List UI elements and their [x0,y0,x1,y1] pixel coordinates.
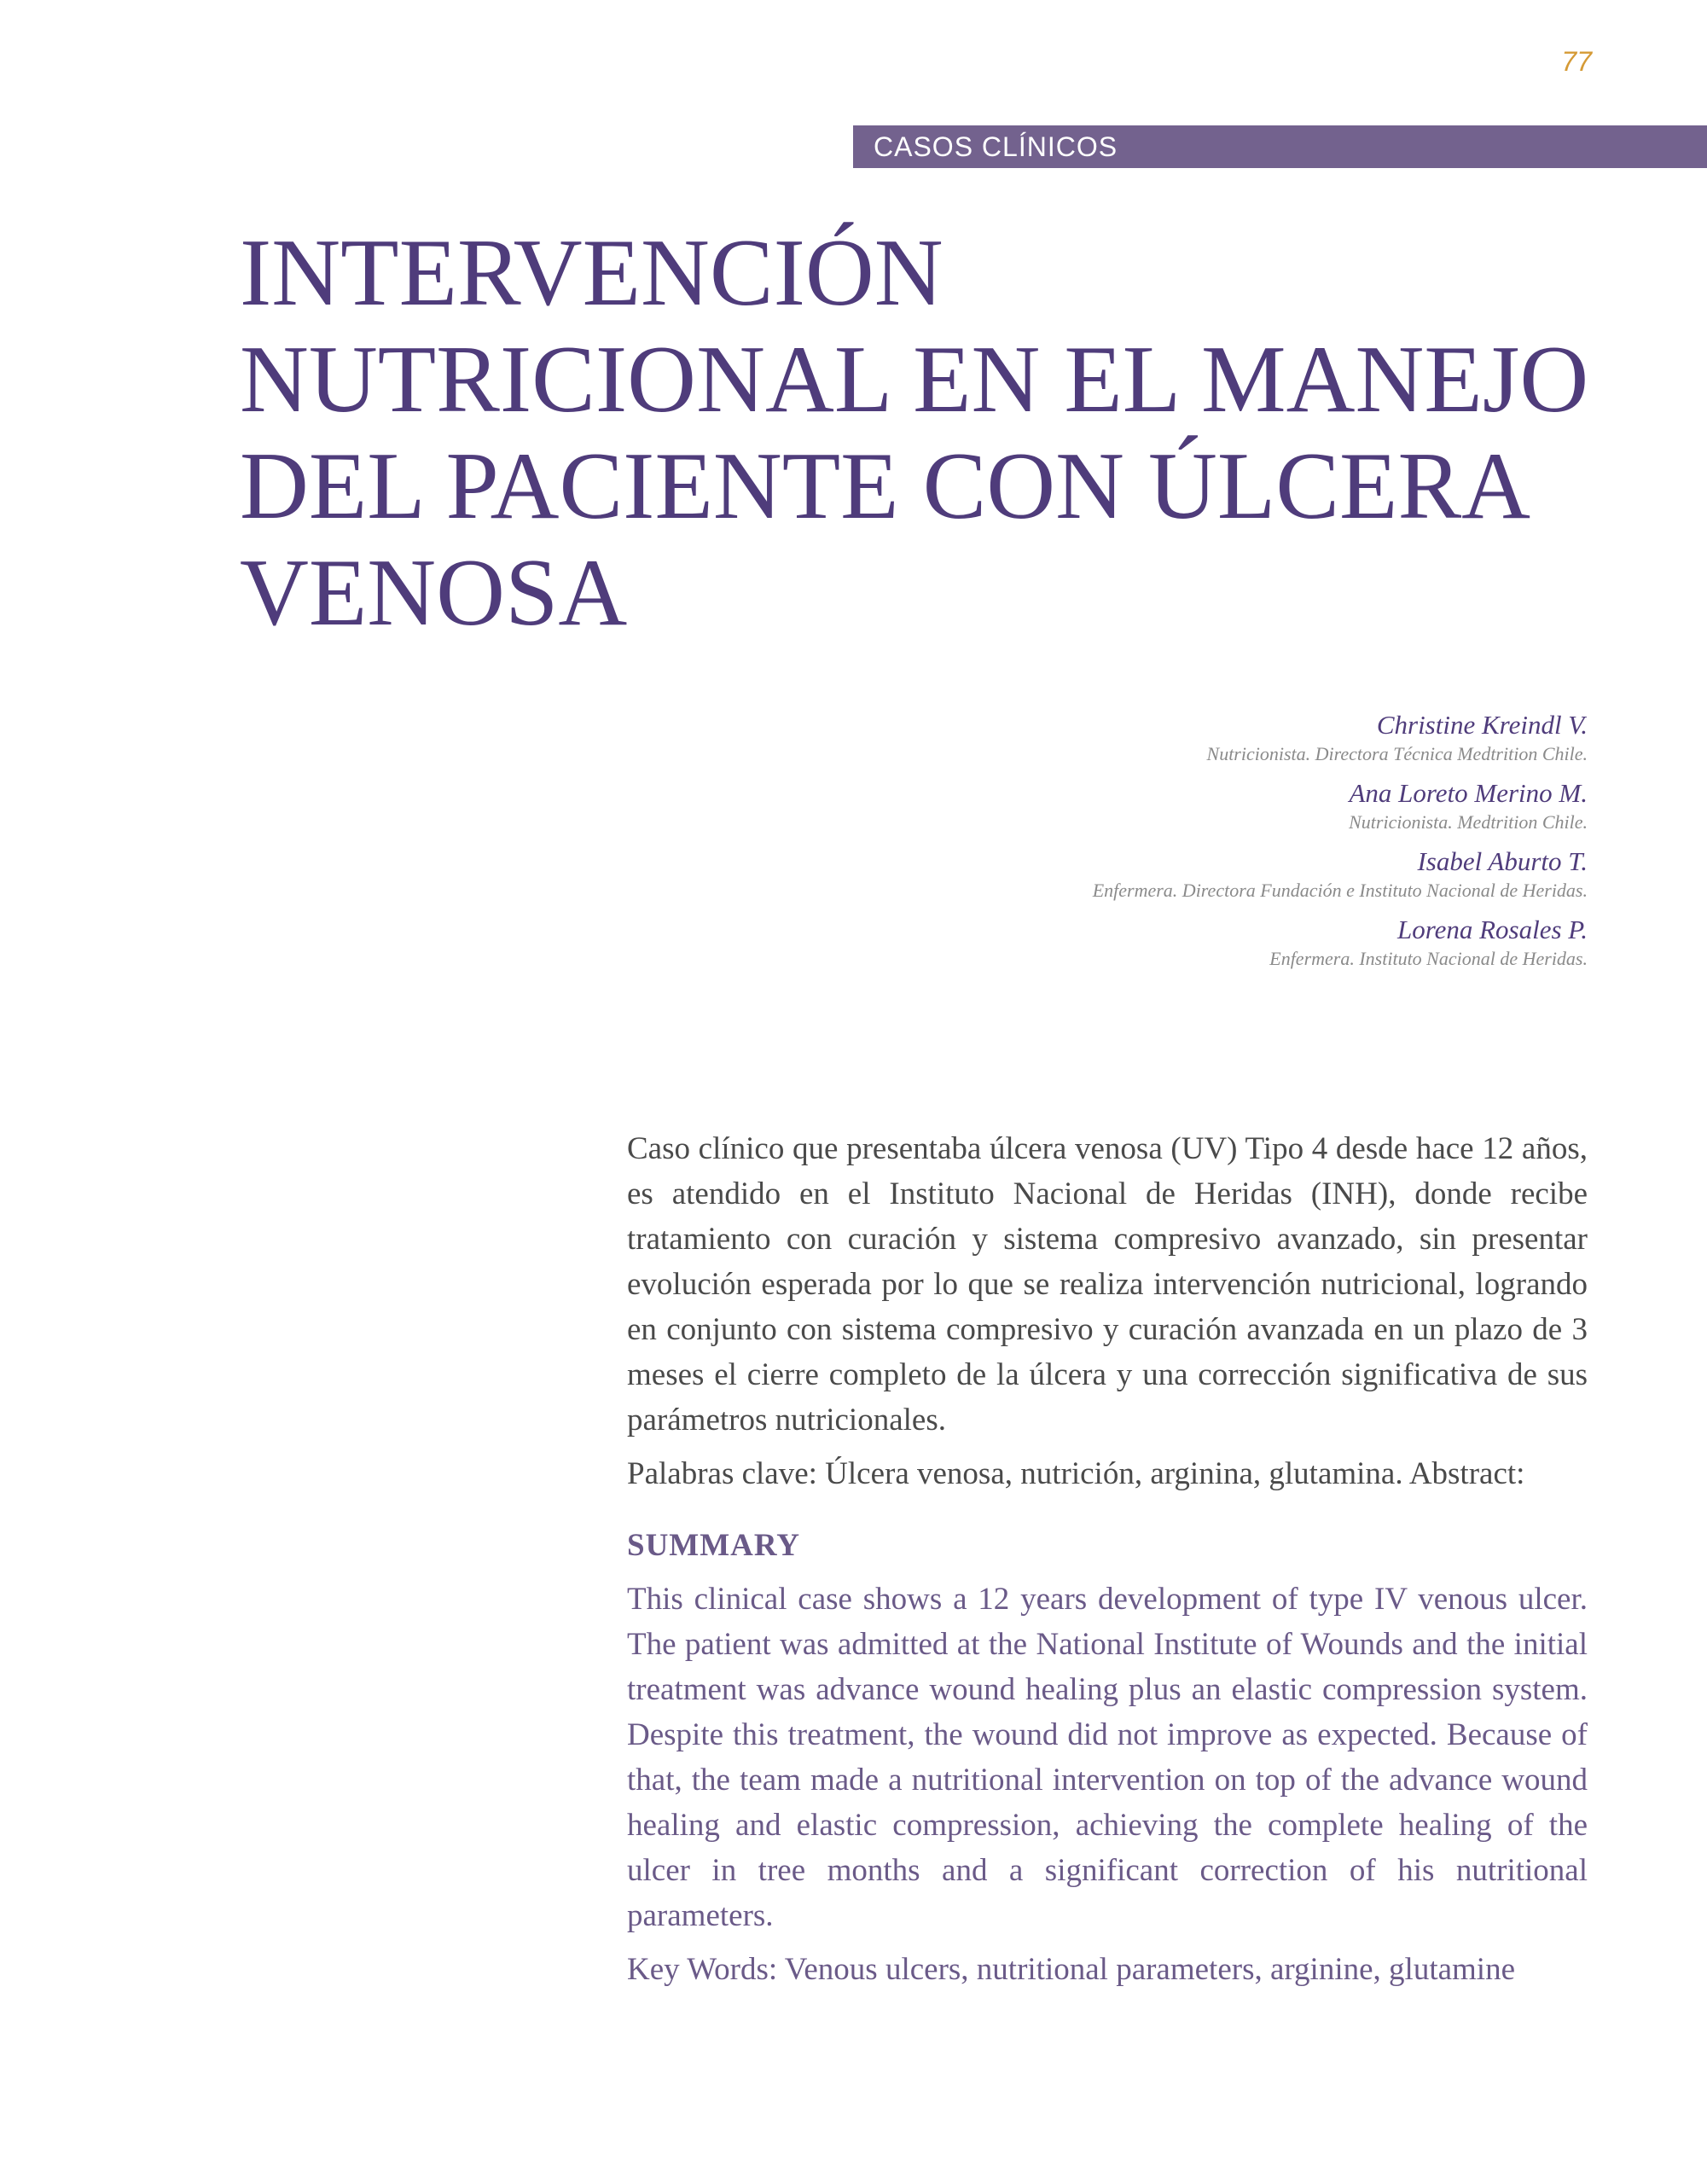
author-name: Isabel Aburto T. [1417,846,1588,876]
author-name: Christine Kreindl V. [1376,710,1588,740]
abstract-section [627,1126,1588,1992]
author-affiliation: Nutricionista. Directora Técnica Medtrition Chile. [1206,743,1588,764]
resumen-paragraph: Caso clínico que presentaba úlcera venosa (UV) Tipo 4 desde hace 12 años, es atendido en el Instituto Nacional de Heridas (INH), donde recibe tratamiento con curación y sistema compresivo avanzado, sin presentar evolución esperada por lo que se realiza intervención nutricional, logrando en conjunto con sistema compresivo y curación avanzada en un plazo de 3 meses el cierre completo de la úlcera y una corrección significativa de sus parámetros nutricionales. [627,1131,1588,1438]
keywords-english: Key Words: Venous ulcers, nutritional parameters, arginine, glutamine [627,1952,1516,1987]
title-line-3: DEL PACIENTE CON ÚLCERA [240,433,1531,539]
author-list [564,708,1588,981]
summary-heading: SUMMARY [627,1528,801,1563]
author-affiliation: Nutricionista. Medtrition Chile. [1349,811,1588,833]
title-line-1: INTERVENCIÓN [240,220,943,326]
author-affiliation: Enfermera. Directora Fundación e Instituto Nacional de Heridas. [1092,880,1588,901]
page-number: 77 [1561,46,1592,77]
author-entry [564,708,1588,766]
section-header-band [853,125,1707,168]
author-name: Ana Loreto Merino M. [1349,778,1588,808]
author-affiliation: Enfermera. Instituto Nacional de Heridas. [1269,948,1588,969]
author-entry [564,845,1588,903]
author-entry [564,913,1588,971]
author-name: Lorena Rosales P. [1396,915,1588,944]
author-entry [564,776,1588,834]
summary-paragraph: This clinical case shows a 12 years development of type IV venous ulcer. The patient was admitted at the National Institute of Wounds and the initial treatment was advance wound healing plus an elastic compression system. Despite this treatment, the wound did not improve as expected. Because of that, the team made a nutritional intervention on top of the advance wound healing and elastic compression, achieving the complete healing of the ulcer in tree months and a significant correction of his nutritional parameters. [627,1582,1588,1933]
title-line-4: VENOSA [240,540,628,646]
section-label: CASOS CLÍNICOS [874,131,1118,162]
article-title [240,220,1639,647]
keywords-spanish: Palabras clave: Úlcera venosa, nutrición, arginina, glutamina. Abstract: [627,1456,1525,1491]
title-line-2: NUTRICIONAL EN EL MANEJO [240,327,1589,433]
